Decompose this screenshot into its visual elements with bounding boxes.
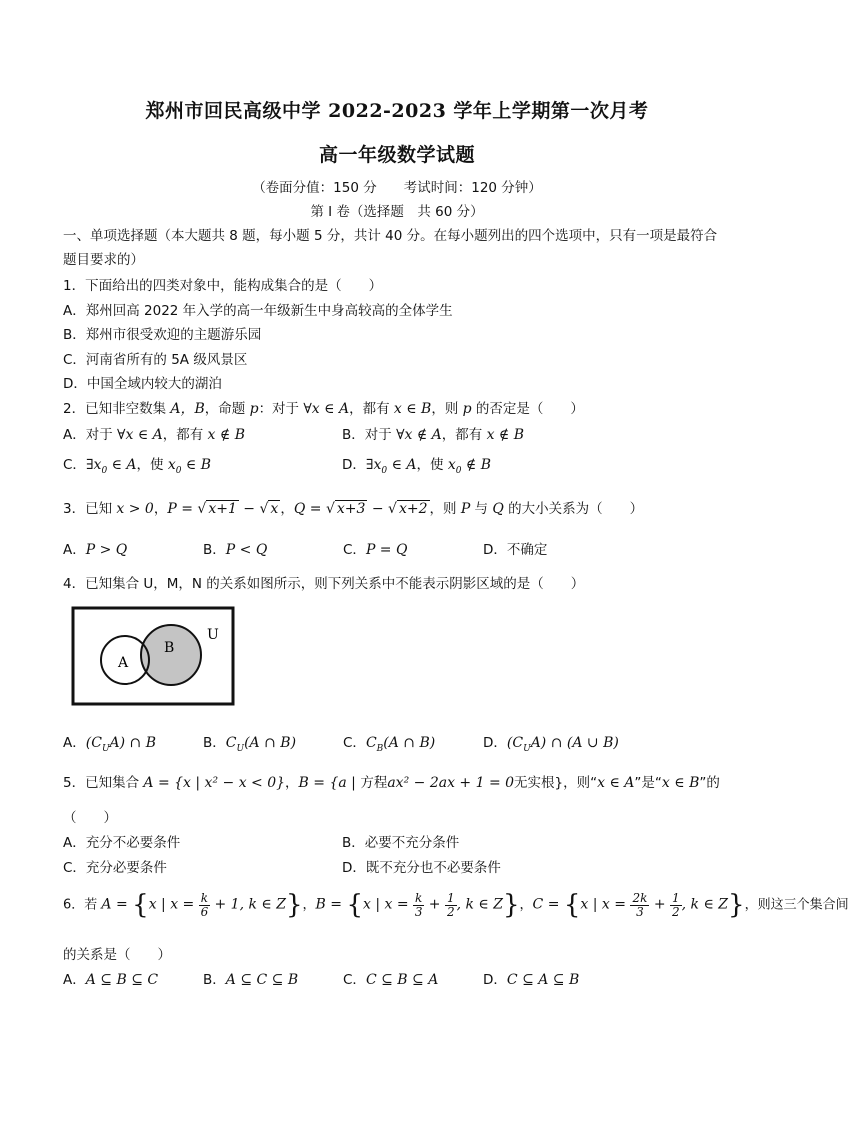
q3-option-b: B．P < Q (203, 542, 268, 558)
q4-option-b: B．$C_U(A$ ∩ B) (203, 735, 297, 754)
q4-option-d: D．$(C_UA)$ ∩ (A ∪ B) (483, 735, 619, 754)
q4-option-c: C．$C_B(A$ ∩ B) (343, 735, 436, 754)
q3-option-a: A．P > Q (63, 542, 128, 558)
venn-diagram (70, 605, 238, 707)
q6-option-a: A．A ⊆ B ⊆ C (63, 972, 159, 988)
exam-subtitle: 高一年级数学试题 (318, 144, 475, 166)
q5-stem: 5．已知集合 A = {x | x² − x < 0}，B = {a | 方程ax² − 2ax + 1 = 0无实根}，则“x ∈ A”是“x ∈ B”的 (63, 775, 720, 791)
q1-option-d: D．中国全域内较大的湖泊 (63, 376, 222, 392)
q6-stem: 6．若 A = {x | x = $\frac{k}{6}$ + 1, k ∈ Z}，B = {x | x = $\frac{k}{3}$ + $\frac{1}{2}$ , k ∈ Z}，C = {x | x = $\frac{2k}{3}$ + $\frac{1}{2}$ , k ∈ Z}，则这三个集合间 (63, 890, 849, 920)
q2-option-a: A．对于 ∀x ∈ A，都有 x ∉ B (63, 427, 245, 443)
q2-option-d: D．$\exists x_0$ ∈ A，使 $x_0$ ∉ B (342, 457, 492, 476)
q6-option-b: B．A ⊆ C ⊆ B (203, 972, 299, 988)
q3-stem: 3．已知 x > 0，P = √ x+1 − √ x ，Q = √ x+3 − √ x+2 ，则 P 与 Q 的大小关系为（ ） (63, 501, 644, 517)
q2-stem: 2．已知非空数集 A，B，命题 p：对于 ∀x ∈ A，都有 x ∈ B，则 p 的否定是（ ） (63, 401, 584, 417)
q6-option-c: C．C ⊆ B ⊆ A (343, 972, 439, 988)
q5-answer-paren: （ ） (63, 810, 117, 826)
set-b-label: B (164, 640, 175, 656)
q3-option-d: D．不确定 (483, 542, 548, 558)
q2-option-c: C．$\exists x_0$ ∈ A，使 $x_0$ ∈ B (63, 457, 212, 476)
q3-option-c: C．P = Q (343, 542, 408, 558)
q5-option-a: A．充分不必要条件 (63, 835, 181, 851)
q2-sets: A，B (170, 401, 205, 417)
q5-option-d: D．既不充分也不必要条件 (342, 860, 501, 876)
q6-option-d: D．C ⊆ A ⊆ B (483, 972, 580, 988)
q6-line-2: 的关系是（ ） (63, 947, 171, 963)
intro-line-2: 题目要求的） (63, 252, 144, 268)
q5-option-c: C．充分必要条件 (63, 860, 167, 876)
q1-option-b: B．郑州市很受欢迎的主题游乐园 (63, 327, 262, 343)
q1-stem: 1．下面给出的四类对象中，能构成集合的是（ ） (63, 278, 383, 294)
q1-option-a: A．郑州回高 2022 年入学的高一年级新生中身高较高的全体学生 (63, 303, 453, 319)
q4-stem: 4．已知集合 U，M，N 的关系如图所示，则下列关系中不能表示阴影区域的是（ ） (63, 576, 585, 592)
set-a-label: A (118, 655, 129, 671)
section-heading: 第 I 卷（选择题 共 60 分） (310, 204, 484, 220)
q1-option-c: C．河南省所有的 5A 级风景区 (63, 352, 248, 368)
universal-label: U (207, 627, 219, 643)
intro-line-1: 一、单项选择题（本大题共 8 题，每小题 5 分，共计 40 分。在每小题列出的四个选项中，只有一项是最符合 (63, 228, 718, 244)
q2-option-b: B．对于 ∀x ∉ A，都有 x ∉ B (342, 427, 525, 443)
exam-title: 郑州市回民高级中学 2022-2023 学年上学期第一次月考 (145, 100, 649, 122)
exam-meta: （卷面分值：150 分 考试时间：120 分钟） (252, 180, 542, 196)
q4-option-a: A．$(C_UA)$ ∩ B (63, 735, 157, 754)
q5-option-b: B．必要不充分条件 (342, 835, 460, 851)
